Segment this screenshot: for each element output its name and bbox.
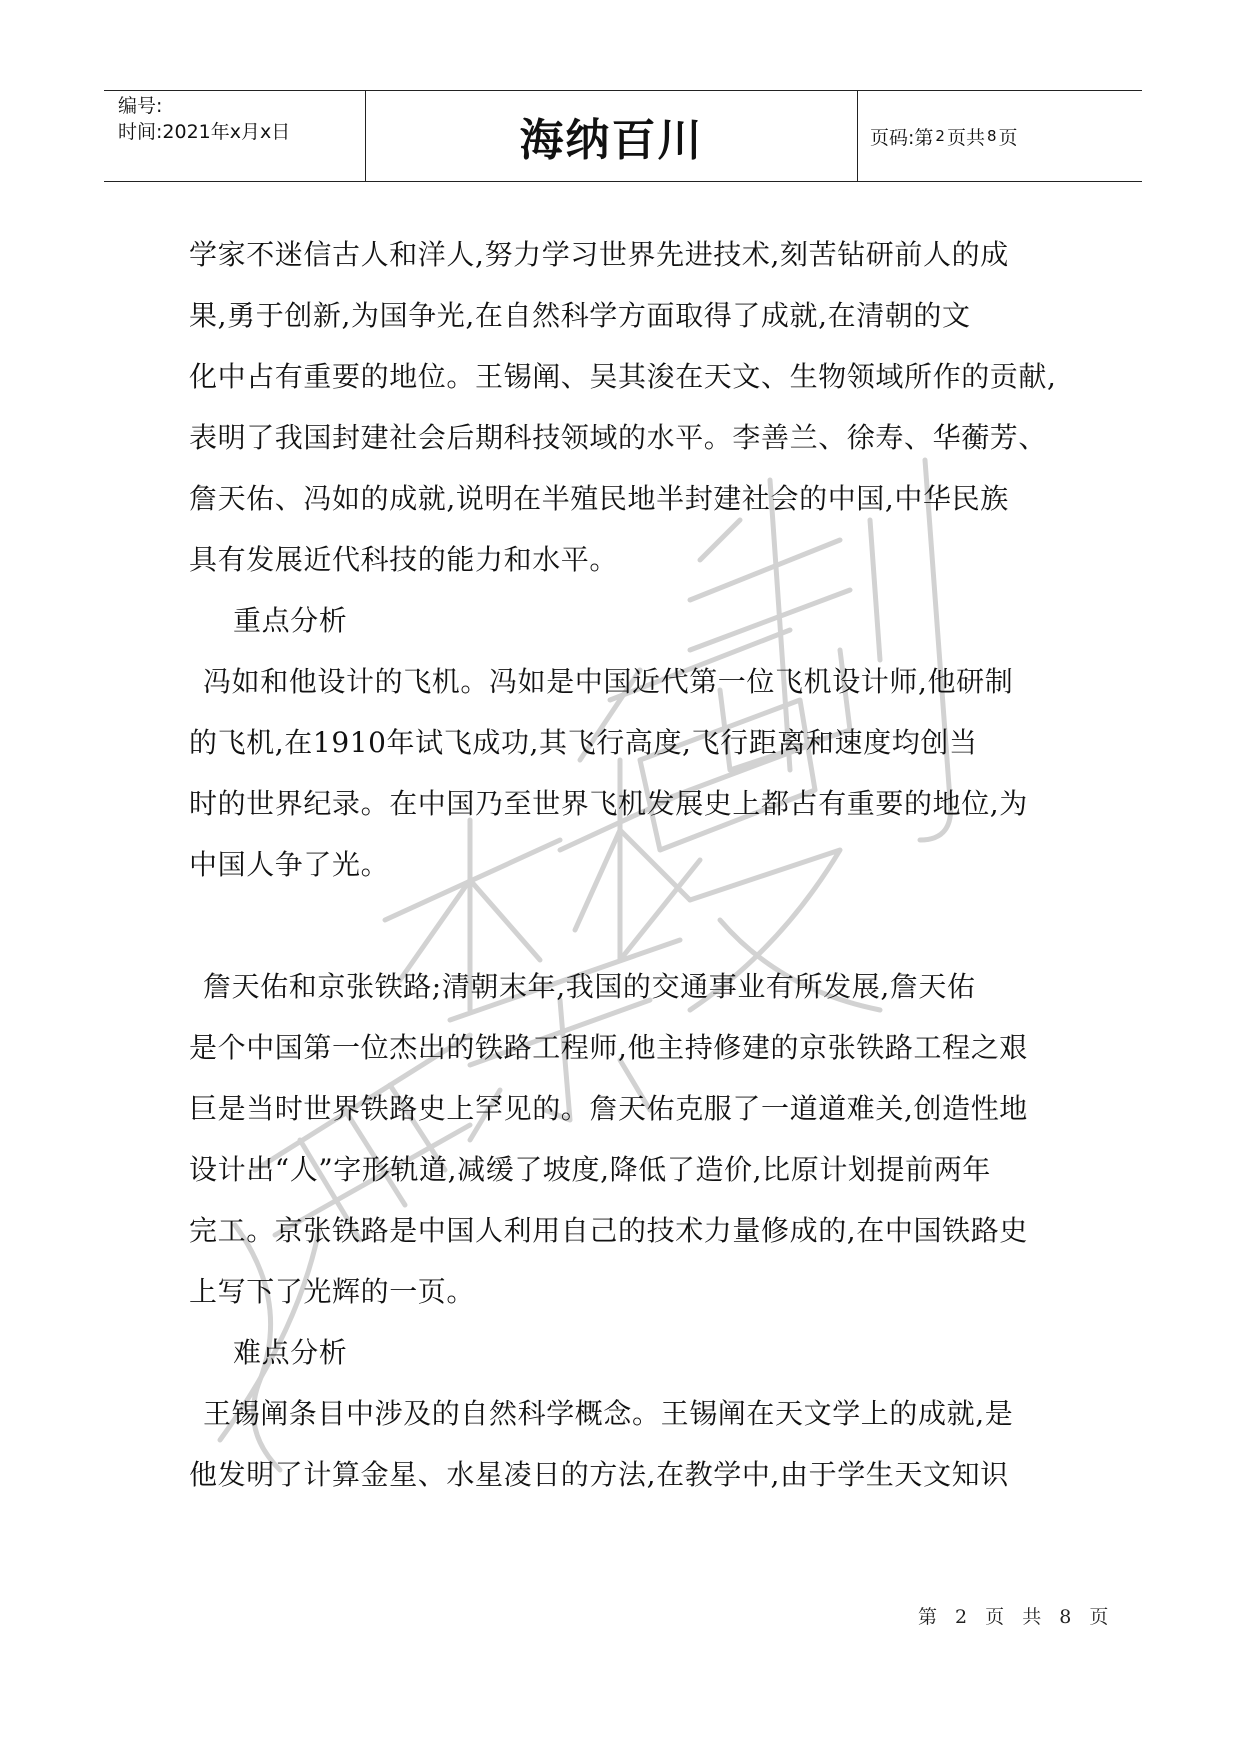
page-suffix: 页 bbox=[998, 126, 1018, 149]
paragraph-fengru bbox=[189, 651, 1069, 895]
section-heading-key-analysis: 重点分析 bbox=[233, 604, 348, 637]
text-line: 时的世界纪录。在中国乃至世界飞机发展史上都占有重要的地位,为 bbox=[189, 787, 1028, 820]
text-line: 化中占有重要的地位。王锡阐、吴其浚在天文、生物领域所作的贡献, bbox=[189, 360, 1057, 393]
paragraph-wangxichan bbox=[189, 1383, 1069, 1505]
text-line: 表明了我国封建社会后期科技领域的水平。李善兰、徐寿、华蘅芳、 bbox=[189, 421, 1048, 454]
text-line: 的飞机,在1910年试飞成功,其飞行高度,飞行距离和速度均创当 bbox=[189, 726, 978, 759]
text-line: 王锡阐条目中涉及的自然科学概念。王锡阐在天文学上的成就,是 bbox=[203, 1397, 1014, 1430]
text-line: 上写下了光辉的一页。 bbox=[189, 1275, 476, 1308]
text-line: 学家不迷信古人和洋人,努力学习世界先进技术,刻苦钻研前人的成 bbox=[189, 238, 1009, 271]
page-current: 2 bbox=[935, 127, 945, 145]
text-line: 是个中国第一位杰出的铁路工程师,他主持修建的京张铁路工程之艰 bbox=[189, 1031, 1028, 1064]
text-line: 果,勇于创新,为国争光,在自然科学方面取得了成就,在清朝的文 bbox=[189, 299, 971, 332]
document-body bbox=[189, 224, 1069, 1505]
text-line: 詹天佑和京张铁路;清朝末年,我国的交通事业有所发展,詹天佑 bbox=[203, 970, 976, 1003]
paragraph-intro bbox=[189, 224, 1069, 590]
page-mid: 页共 bbox=[946, 126, 985, 149]
text-line: 冯如和他设计的飞机。冯如是中国近代第一位飞机设计师,他研制 bbox=[203, 665, 1014, 698]
text-line: 完工。京张铁路是中国人利用自己的技术力量修成的,在中国铁路史 bbox=[189, 1214, 1028, 1247]
page-header bbox=[104, 90, 1142, 182]
header-page-info bbox=[858, 91, 1142, 181]
text-line: 他发明了计算金星、水星凌日的方法,在教学中,由于学生天文知识 bbox=[189, 1458, 1009, 1491]
text-line: 巨是当时世界铁路史上罕见的。詹天佑克服了一道道难关,创造性地 bbox=[189, 1092, 1028, 1125]
text-line: 詹天佑、冯如的成就,说明在半殖民地半封建社会的中国,中华民族 bbox=[189, 482, 1009, 515]
section-heading-difficult-analysis: 难点分析 bbox=[233, 1336, 348, 1369]
header-title: 海纳百川 bbox=[366, 91, 858, 181]
page-prefix: 页码:第 bbox=[870, 126, 934, 149]
document-number-label: 编号: bbox=[118, 95, 163, 117]
text-line: 具有发展近代科技的能力和水平。 bbox=[189, 543, 619, 576]
text-line: 中国人争了光。 bbox=[189, 848, 390, 881]
page-total: 8 bbox=[986, 127, 997, 145]
document-time: 时间:2021年x月x日 bbox=[118, 121, 291, 143]
text-line: 设计出“人”字形轨道,减缓了坡度,降低了造价,比原计划提前两年 bbox=[189, 1153, 991, 1186]
paragraph-zhantianyou bbox=[189, 956, 1069, 1322]
page-footer: 第 2 页 共 8 页 bbox=[918, 1606, 1115, 1628]
header-meta bbox=[104, 91, 366, 181]
